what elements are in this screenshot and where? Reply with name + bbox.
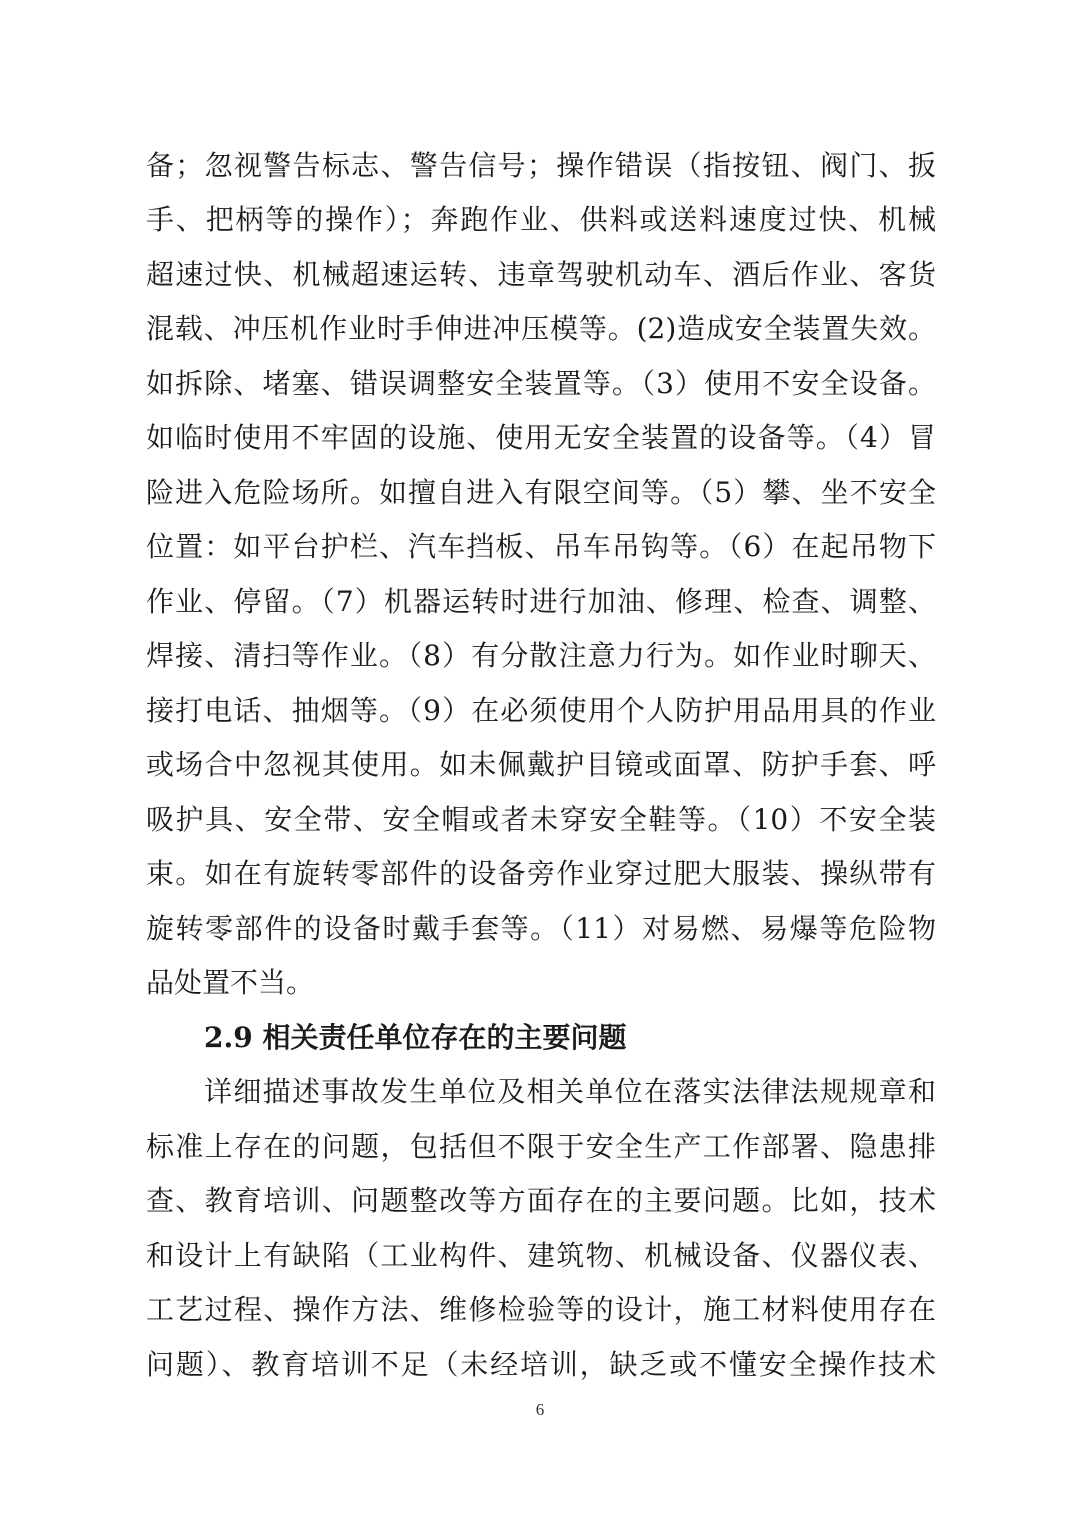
section-heading: 2.9 相关责任单位存在的主要问题 — [204, 1021, 627, 1054]
paragraph-1-line: 备；忽视警告标志、警告信号；操作错误（指按钮、阀门、扳 — [146, 149, 936, 182]
paragraph-1-line: 接打电话、抽烟等。（9）在必须使用个人防护用品用具的作业 — [146, 694, 936, 727]
paragraph-1-line: 如临时使用不牢固的设施、使用无安全装置的设备等。（4）冒 — [146, 421, 936, 454]
paragraph-1-line: 焊接、清扫等作业。（8）有分散注意力行为。如作业时聊天、 — [146, 639, 936, 672]
page-number: 6 — [535, 1400, 545, 1419]
paragraph-1-line: 品处置不当。 — [146, 966, 315, 999]
paragraph-1-line: 险进入危险场所。如擅自进入有限空间等。（5）攀、坐不安全 — [146, 476, 936, 509]
paragraph-2-line: 问题）、教育培训不足（未经培训，缺乏或不懂安全操作技术 — [146, 1348, 936, 1381]
paragraph-1-line: 束。如在有旋转零部件的设备旁作业穿过肥大服装、操纵带有 — [146, 857, 936, 890]
paragraph-1-line: 手、把柄等的操作）；奔跑作业、供料或送料速度过快、机械 — [146, 203, 936, 236]
paragraph-1-line: 超速过快、机械超速运转、违章驾驶机动车、酒后作业、客货 — [146, 258, 936, 291]
paragraph-1-line: 或场合中忽视其使用。如未佩戴护目镜或面罩、防护手套、呼 — [146, 748, 936, 781]
paragraph-2-line: 和设计上有缺陷（工业构件、建筑物、机械设备、仪器仪表、 — [146, 1239, 936, 1272]
paragraph-1-line: 如拆除、堵塞、错误调整安全装置等。（3）使用不安全设备。 — [146, 367, 936, 400]
paragraph-2-line: 查、教育培训、问题整改等方面存在的主要问题。比如，技术 — [146, 1184, 936, 1217]
paragraph-1-line: 旋转零部件的设备时戴手套等。（11）对易燃、易爆等危险物 — [146, 912, 936, 945]
paragraph-1-line: 混载、冲压机作业时手伸进冲压模等。(2)造成安全装置失效。 — [146, 312, 936, 345]
paragraph-2-line: 标准上存在的问题，包括但不限于安全生产工作部署、隐患排 — [146, 1130, 936, 1163]
paragraph-1-line: 吸护具、安全带、安全帽或者未穿安全鞋等。（10）不安全装 — [146, 803, 936, 836]
paragraph-1-line: 位置：如平台护栏、汽车挡板、吊车吊钩等。（6）在起吊物下 — [146, 530, 936, 563]
paragraph-1-line: 作业、停留。（7）机器运转时进行加油、修理、检查、调整、 — [146, 585, 936, 618]
paragraph-2-line: 工艺过程、操作方法、维修检验等的设计，施工材料使用存在 — [146, 1293, 936, 1326]
paragraph-2-line: 详细描述事故发生单位及相关单位在落实法律法规规章和 — [204, 1075, 936, 1108]
